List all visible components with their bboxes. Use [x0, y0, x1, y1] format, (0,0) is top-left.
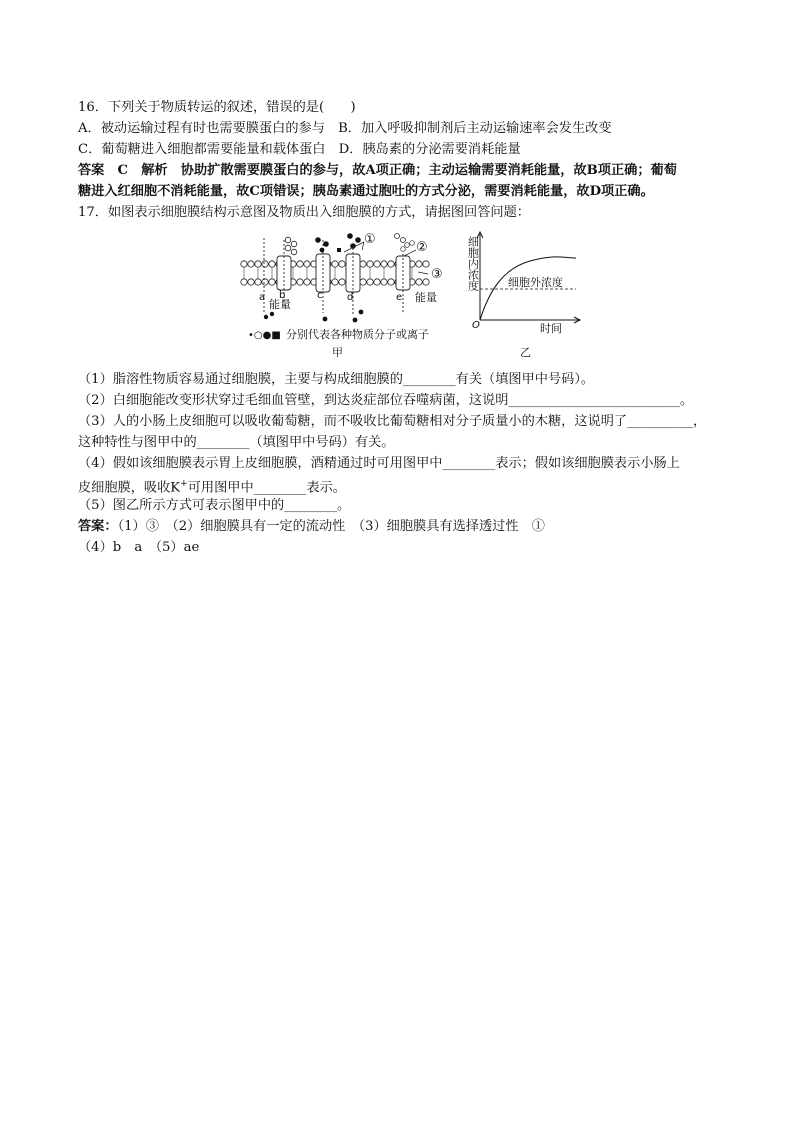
q17-sub2: （2）白细胞能改变形状穿过毛细血管壁，到达炎症部位吞噬病菌，这说明__________________________。	[78, 393, 694, 408]
q16-answer-line2: 糖进入红细胞不消耗能量，故C项错误；胰岛素通过胞吐的方式分泌，需要消耗能量，故D项正确。	[78, 184, 654, 199]
q16-stem: 16．下列关于物质转运的叙述，错误的是( )	[78, 100, 356, 115]
legend-symbols: •○●■	[248, 330, 281, 341]
q17-answer-line2: （4）b a （5）ae	[78, 540, 200, 555]
q17-answer-line1	[78, 517, 545, 536]
q16-answer-line1: 答案 C 解析 协助扩散需要膜蛋白的参与，故A项正确；主动运输需要消耗能量，故B项正确；葡萄	[78, 163, 677, 178]
caption-jia: 甲	[332, 346, 343, 359]
origin-label: O	[472, 320, 480, 331]
marker-1: ①	[364, 232, 376, 247]
q16-options-cd: C．葡萄糖进入细胞都需要能量和载体蛋白 D．胰岛素的分泌需要消耗能量	[78, 142, 521, 157]
label-c: c	[317, 290, 323, 301]
sub4-line2-post: 可用图甲中________表示。	[187, 480, 346, 496]
q16-options-ab: A．被动运输过程有时也需要膜蛋白的参与 B．加入呼吸抑制剂后主动运输速率会发生改变	[78, 121, 612, 136]
energy-right: 能量	[415, 291, 437, 304]
marker-2: ②	[416, 240, 428, 255]
label-e: e	[396, 292, 403, 303]
answer-text-1: （1）③ （2）细胞膜具有一定的流动性 （3）细胞膜具有选择透过性 ①	[117, 519, 545, 534]
caption-yi: 乙	[520, 346, 531, 359]
q17-sub1: （1）脂溶性物质容易通过细胞膜，主要与构成细胞膜的________有关（填图甲中号码）。	[78, 372, 595, 387]
label-a: a	[259, 292, 266, 303]
q17-sub3-line2: 这种特性与图甲中的________（填图甲中号码）有关。	[78, 435, 395, 450]
concentration-chart	[460, 228, 590, 363]
answer-label: 答案：	[78, 519, 118, 534]
label-d: d	[347, 292, 354, 303]
q17-sub3-line1: （3）人的小肠上皮细胞可以吸收葡萄糖，而不吸收比葡萄糖相对分子质量小的木糖，这说明了__________，	[78, 414, 707, 429]
label-b: b	[279, 290, 286, 301]
sub4-line2-pre: 皮细胞膜，吸收K	[78, 480, 181, 496]
q17-sub5: （5）图乙所示方式可表示图甲中的________。	[78, 498, 351, 513]
sub4-superscript: +	[180, 479, 188, 489]
yaxis-label: 细胞内浓度	[466, 236, 480, 291]
q17-sub4-line2	[78, 475, 346, 497]
q17-sub4-line1: （4）假如该细胞膜表示胃上皮细胞膜，酒精通过时可用图甲中________表示；假如该细胞膜表示小肠上	[78, 456, 680, 471]
q17-figures	[232, 228, 592, 363]
curve-label: 细胞外浓度	[508, 276, 563, 289]
xaxis-label: 时间	[540, 322, 562, 335]
membrane-diagram	[232, 228, 447, 363]
legend-text: 分别代表各种物质分子或离子	[286, 328, 429, 341]
q17-stem: 17．如图表示细胞膜结构示意图及物质出入细胞膜的方式，请据图回答问题：	[78, 205, 530, 220]
energy-left: 能量	[269, 298, 291, 311]
marker-3: ③	[431, 267, 443, 282]
